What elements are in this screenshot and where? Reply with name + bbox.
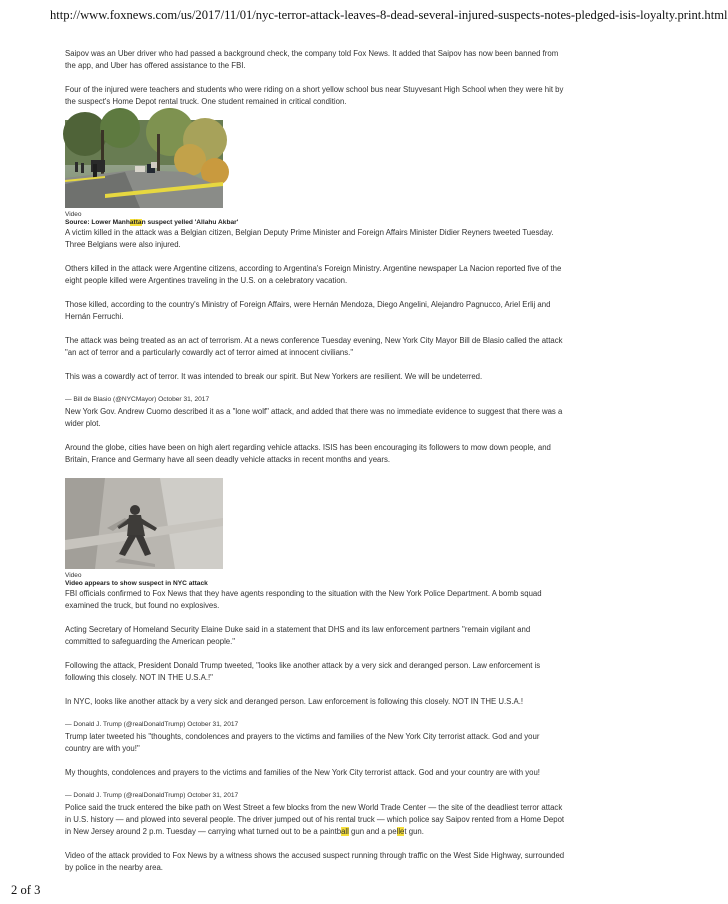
article-paragraph: Video of the attack provided to Fox News by a witness shows the accused suspect running through traffic on the West Side Highway, surrounded by police in the nearby area. xyxy=(65,851,565,872)
street-scene-image xyxy=(65,120,223,208)
page-url: http://www.foxnews.com/us/2017/11/01/nyc-terror-attack-leaves-8-dead-several-injured-suspects-notes-pledged-isis-loyalty.print.html xyxy=(50,8,728,22)
video-caption: Video appears to show suspect in NYC attack xyxy=(65,580,208,587)
article-paragraph: Saipov was an Uber driver who had passed a background check, the company told Fox News. It added that Saipov has now been banned from the app, and Uber has offered assistance to the FBI. xyxy=(65,49,559,70)
article-paragraph: This was a cowardly act of terror. It was intended to break our spirit. But New Yorkers are resilient. We will be undeterred. xyxy=(65,372,483,381)
article-paragraph: Four of the injured were teachers and students who were riding on a short yellow school bus near Stuyvesant High School when they were hit by the suspect's Home Depot rental truck. One student remained in critical condition. xyxy=(65,85,564,106)
tweet-attribution: — Bill de Blasio (@NYCMayor) October 31, 2017 xyxy=(65,396,210,403)
tweet-attribution: — Donald J. Trump (@realDonaldTrump) October 31, 2017 xyxy=(65,721,239,728)
article-paragraph: Acting Secretary of Homeland Security Elaine Duke said in a statement that DHS and its law enforcement partners "remain vigilant and committed to safeguarding the American people." xyxy=(65,625,531,646)
video-label: Video xyxy=(65,211,82,218)
search-highlight: lle xyxy=(396,827,405,836)
article-paragraph: Others killed in the attack were Argentine citizens, according to Argentina's Foreign Ministry. Argentine newspaper La Nacion reported five of the eight people killed were Argentines traveling in the U.S. on a celebratory vacation. xyxy=(65,264,562,285)
article-paragraph: Trump later tweeted his "thoughts, condolences and prayers to the victims and families of the New York City terrorist attack. God and your country are with you!" xyxy=(65,732,540,753)
caption-text: Source: Lower Manh xyxy=(65,219,130,226)
video-thumbnail-street-scene[interactable] xyxy=(65,120,223,208)
suspect-silhouette-image xyxy=(65,478,223,569)
video-thumbnail-suspect[interactable] xyxy=(65,478,223,569)
video-caption xyxy=(65,219,565,227)
article-paragraph: My thoughts, condolences and prayers to the victims and families of the New York City terrorist attack. God and your country are with you! xyxy=(65,768,540,777)
paragraph-text: gun and a pe xyxy=(348,827,397,836)
article-paragraph: New York Gov. Andrew Cuomo described it as a "lone wolf" attack, and added that there was no immediate evidence to suggest that there was a wider plot. xyxy=(65,407,563,428)
article-paragraph: The attack was being treated as an act of terrorism. At a news conference Tuesday evening, New York City Mayor Bill de Blasio called the attack "an act of terror and a particularly cowardly act of terror aimed at innocent civilians." xyxy=(65,336,563,357)
tweet-attribution: — Donald J. Trump (@realDonaldTrump) October 31, 2017 xyxy=(65,792,239,799)
search-highlight: atta xyxy=(129,219,142,226)
caption-text: n suspect yelled 'Allahu Akbar' xyxy=(141,219,239,226)
video-label: Video xyxy=(65,572,82,579)
paragraph-text: Police said the truck entered the bike path on West Street a few blocks from the new World Trade Center — the site of the deadliest terror attack in U.S. history — and plowed into several people. The driver jumped out of his rental truck — which police say Saipov rented from a Home Depot in New Jersey around 2 p.m. Tuesday — carrying what turned out to be a paintb xyxy=(65,803,565,836)
article-paragraph: FBI officials confirmed to Fox News that they have agents responding to the situation with the New York Police Department. A bomb squad examined the truck, but found no explosives. xyxy=(65,589,542,610)
paragraph-text: t gun. xyxy=(404,827,424,836)
search-highlight: all xyxy=(341,827,349,836)
article-paragraph xyxy=(65,802,565,838)
article-paragraph: Following the attack, President Donald Trump tweeted, "looks like another attack by a very sick and deranged person. Law enforcement is following this closely. NOT IN THE U.S.A.!" xyxy=(65,661,541,682)
article-paragraph: Around the globe, cities have been on high alert regarding vehicle attacks. ISIS has been encouraging its followers to mow down people, and Britain, France and Germany have all seen deadly vehicle attacks in recent months and years. xyxy=(65,443,551,464)
article-paragraph: In NYC, looks like another attack by a very sick and deranged person. Law enforcement is following this closely. NOT IN THE U.S.A.! xyxy=(65,697,524,706)
page-indicator: 2 of 3 xyxy=(11,883,41,897)
article-paragraph: A victim killed in the attack was a Belgian citizen, Belgian Deputy Prime Minister and Foreign Affairs Minister Didier Reyners tweeted Tuesday. Three Belgians were also injured. xyxy=(65,228,554,249)
article-paragraph: Those killed, according to the country's Ministry of Foreign Affairs, were Hernán Mendoza, Diego Angelini, Alejandro Pagnucco, Ariel Erlij and Hernán Ferruchi. xyxy=(65,300,551,321)
article-body xyxy=(65,48,565,886)
